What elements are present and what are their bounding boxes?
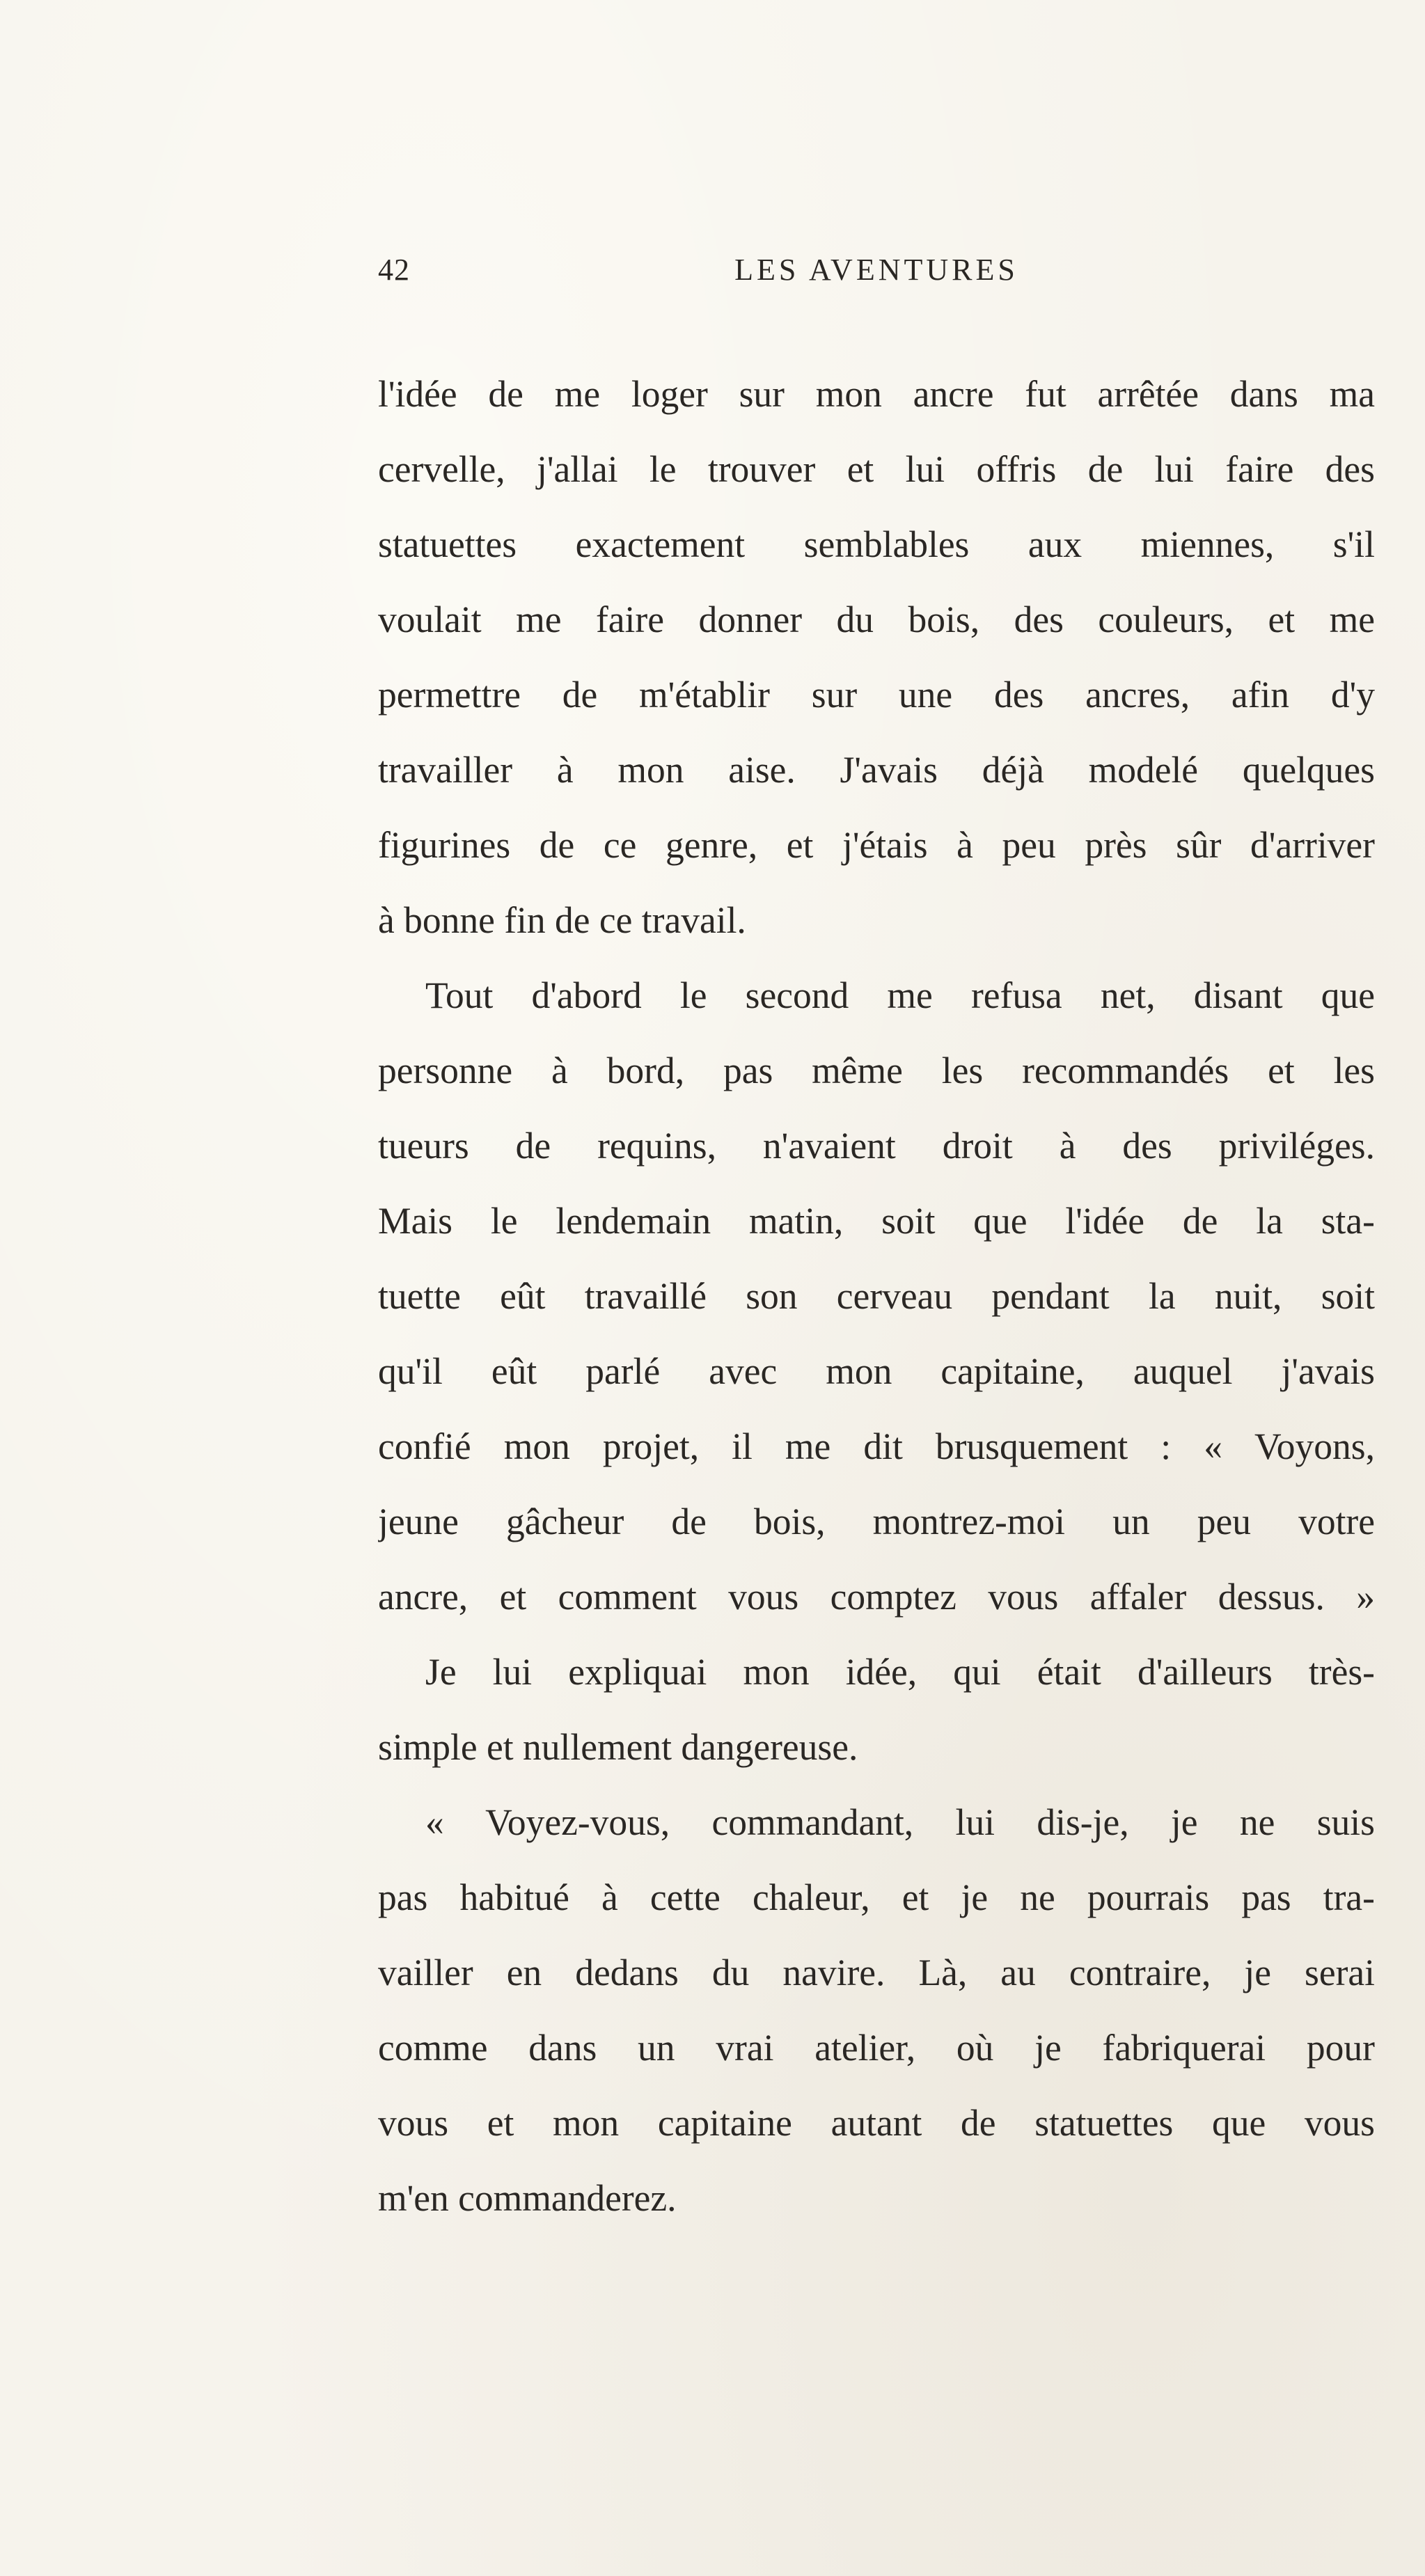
text-line: tueurs de requins, n'avaient droit à des priviléges. [378, 1125, 1375, 1167]
text-line: statuettes exactement semblables aux miennes, s'il [378, 523, 1375, 565]
text-line: voulait me faire donner du bois, des couleurs, et me [378, 599, 1375, 640]
text-line: cervelle, j'allai le trouver et lui offris de lui faire des [378, 448, 1375, 490]
text-line: figurines de ce genre, et j'étais à peu près sûr d'arriver [378, 824, 1375, 866]
paragraph-first-line: Je lui expliquai mon idée, qui était d'ailleurs très- [425, 1651, 1375, 1693]
text-line: ancre, et comment vous comptez vous affaler dessus. » [378, 1576, 1375, 1618]
text-line: vailler en dedans du navire. Là, au contraire, je serai [378, 1952, 1375, 1993]
text-line: pas habitué à cette chaleur, et je ne pourrais pas tra- [378, 1876, 1375, 1918]
paragraph-end-line: à bonne fin de ce travail. [378, 899, 746, 941]
running-head [378, 252, 1375, 301]
body-text [378, 356, 1375, 2236]
running-title: LES AVENTURES [734, 253, 1018, 287]
page-number: 42 [378, 253, 410, 287]
text-line: travailler à mon aise. J'avais déjà modelé quelques [378, 749, 1375, 791]
paragraph-first-line: « Voyez-vous, commandant, lui dis-je, je ne suis [425, 1801, 1375, 1843]
text-line: comme dans un vrai atelier, où je fabriquerai pour [378, 2027, 1375, 2069]
text-line: tuette eût travaillé son cerveau pendant la nuit, soit [378, 1275, 1375, 1317]
text-line: jeune gâcheur de bois, montrez-moi un peu votre [378, 1501, 1375, 1542]
text-line: permettre de m'établir sur une des ancres, afin d'y [378, 674, 1375, 716]
text-line: vous et mon capitaine autant de statuettes que vous [378, 2102, 1375, 2144]
paragraph-end-line: m'en commanderez. [378, 2177, 677, 2219]
paragraph-end-line: simple et nullement dangereuse. [378, 1726, 858, 1768]
text-line: l'idée de me loger sur mon ancre fut arrêtée dans ma [378, 373, 1375, 415]
text-line: Mais le lendemain matin, soit que l'idée de la sta- [378, 1200, 1375, 1242]
text-line: personne à bord, pas même les recommandés et les [378, 1050, 1375, 1091]
text-line: qu'il eût parlé avec mon capitaine, auquel j'avais [378, 1350, 1375, 1392]
paragraph-first-line: Tout d'abord le second me refusa net, disant que [425, 974, 1375, 1016]
text-line: confié mon projet, il me dit brusquement : « Voyons, [378, 1425, 1375, 1467]
